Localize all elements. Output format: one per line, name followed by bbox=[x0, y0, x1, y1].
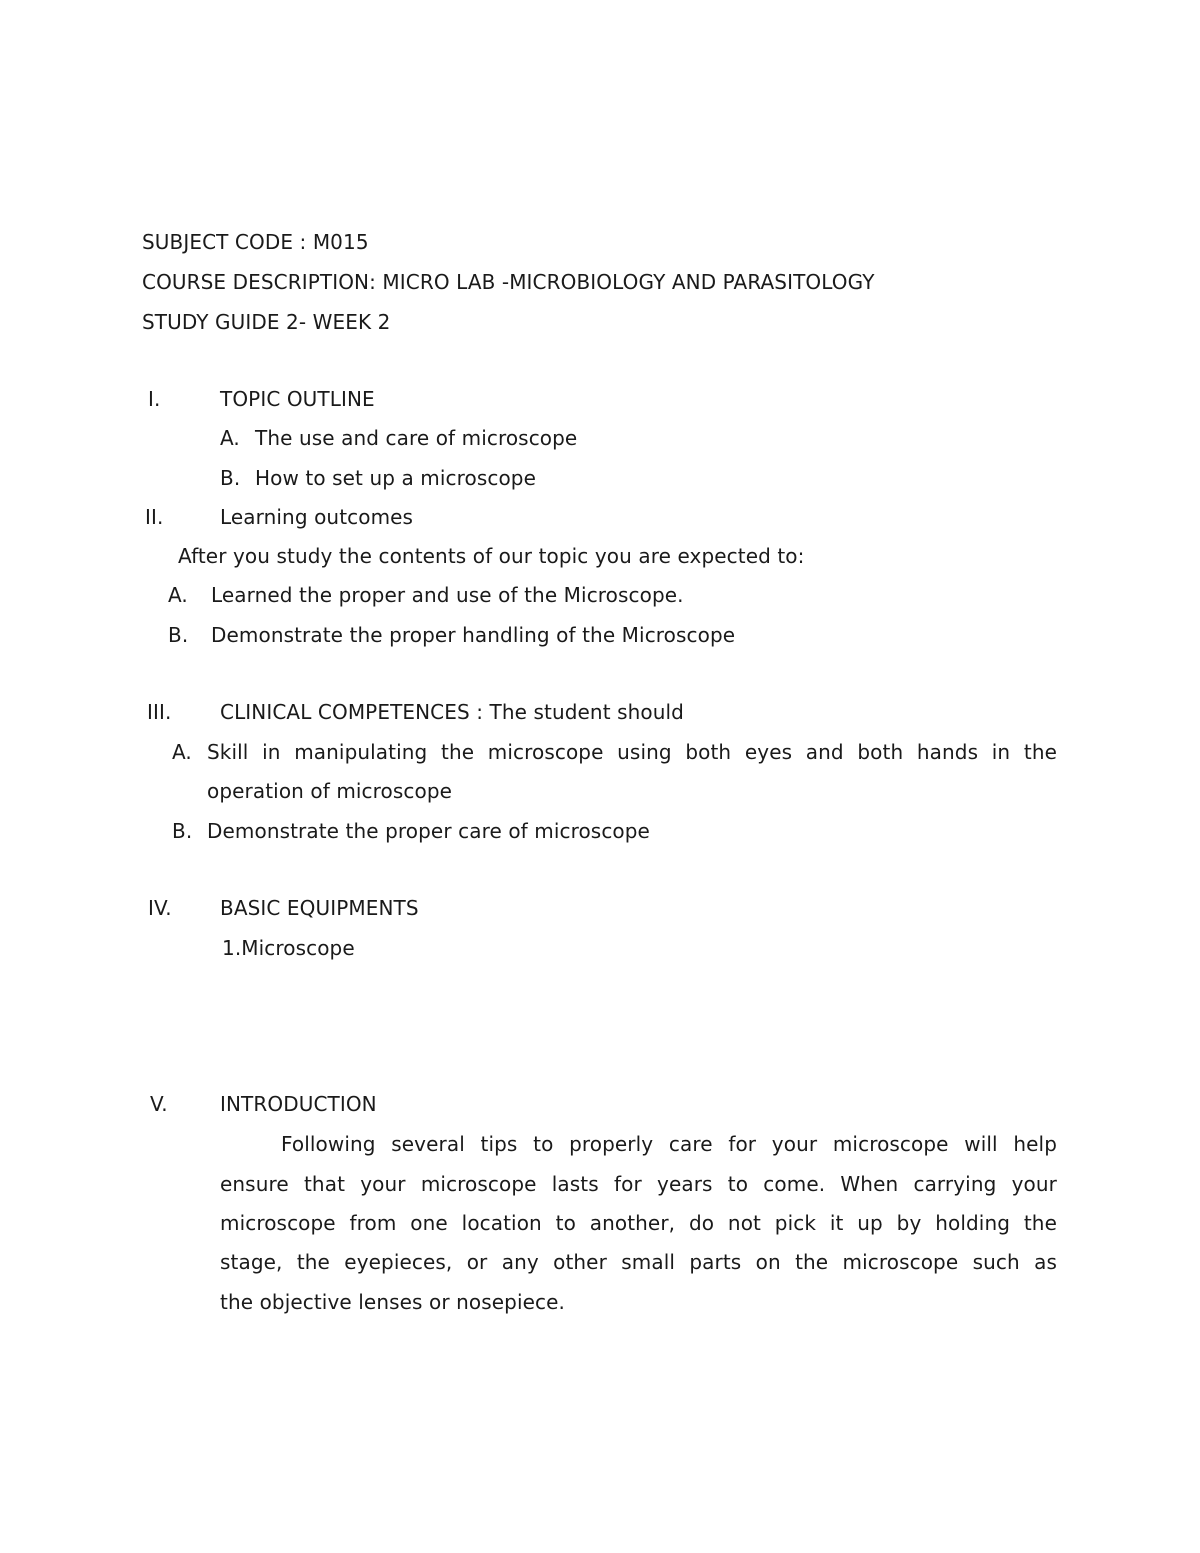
outcome-item-text: Learned the proper and use of the Microscope. bbox=[211, 583, 684, 607]
course-description: COURSE DESCRIPTION: MICRO LAB -MICROBIOLOGY AND PARASITOLOGY bbox=[142, 270, 875, 294]
competence-item-text: Demonstrate the proper care of microscope bbox=[207, 819, 650, 843]
topic-item-marker: B. bbox=[220, 466, 241, 490]
section-title-topic-outline: TOPIC OUTLINE bbox=[220, 387, 375, 411]
introduction-paragraph-line: microscope from one location to another, do not pick it up by holding the bbox=[220, 1211, 1057, 1235]
topic-item-marker: A. bbox=[220, 426, 240, 450]
competence-item-text: Skill in manipulating the microscope using both eyes and both hands in the bbox=[207, 740, 1057, 764]
section-title-clinical-competences: CLINICAL COMPETENCES : The student should bbox=[220, 700, 684, 724]
learning-outcomes-intro: After you study the contents of our topic you are expected to: bbox=[178, 544, 805, 568]
introduction-paragraph-line: the objective lenses or nosepiece. bbox=[220, 1290, 565, 1314]
introduction-paragraph-line: Following several tips to properly care for your microscope will help bbox=[281, 1132, 1057, 1156]
topic-item-text: How to set up a microscope bbox=[255, 466, 536, 490]
topic-item-text: The use and care of microscope bbox=[255, 426, 578, 450]
introduction-paragraph-line: ensure that your microscope lasts for years to come. When carrying your bbox=[220, 1172, 1057, 1196]
section-numeral-basic-equipments: IV. bbox=[148, 896, 172, 920]
section-numeral-topic-outline: I. bbox=[148, 387, 161, 411]
equipment-item: 1.Microscope bbox=[222, 936, 355, 960]
outcome-item-marker: A. bbox=[168, 583, 188, 607]
study-guide-title: STUDY GUIDE 2- WEEK 2 bbox=[142, 310, 391, 334]
outcome-item-text: Demonstrate the proper handling of the Microscope bbox=[211, 623, 736, 647]
section-numeral-learning-outcomes: II. bbox=[145, 505, 164, 529]
subject-code: SUBJECT CODE : M015 bbox=[142, 230, 369, 254]
outcome-item-marker: B. bbox=[168, 623, 189, 647]
section-numeral-clinical-competences: III. bbox=[147, 700, 172, 724]
section-title-basic-equipments: BASIC EQUIPMENTS bbox=[220, 896, 419, 920]
competence-item-marker: A. bbox=[172, 740, 192, 764]
section-title-introduction: INTRODUCTION bbox=[220, 1092, 377, 1116]
introduction-paragraph-line: stage, the eyepieces, or any other small parts on the microscope such as bbox=[220, 1250, 1057, 1274]
competence-item-text-continued: operation of microscope bbox=[207, 779, 453, 803]
section-numeral-introduction: V. bbox=[150, 1092, 168, 1116]
competence-item-marker: B. bbox=[172, 819, 193, 843]
section-title-learning-outcomes: Learning outcomes bbox=[220, 505, 414, 529]
